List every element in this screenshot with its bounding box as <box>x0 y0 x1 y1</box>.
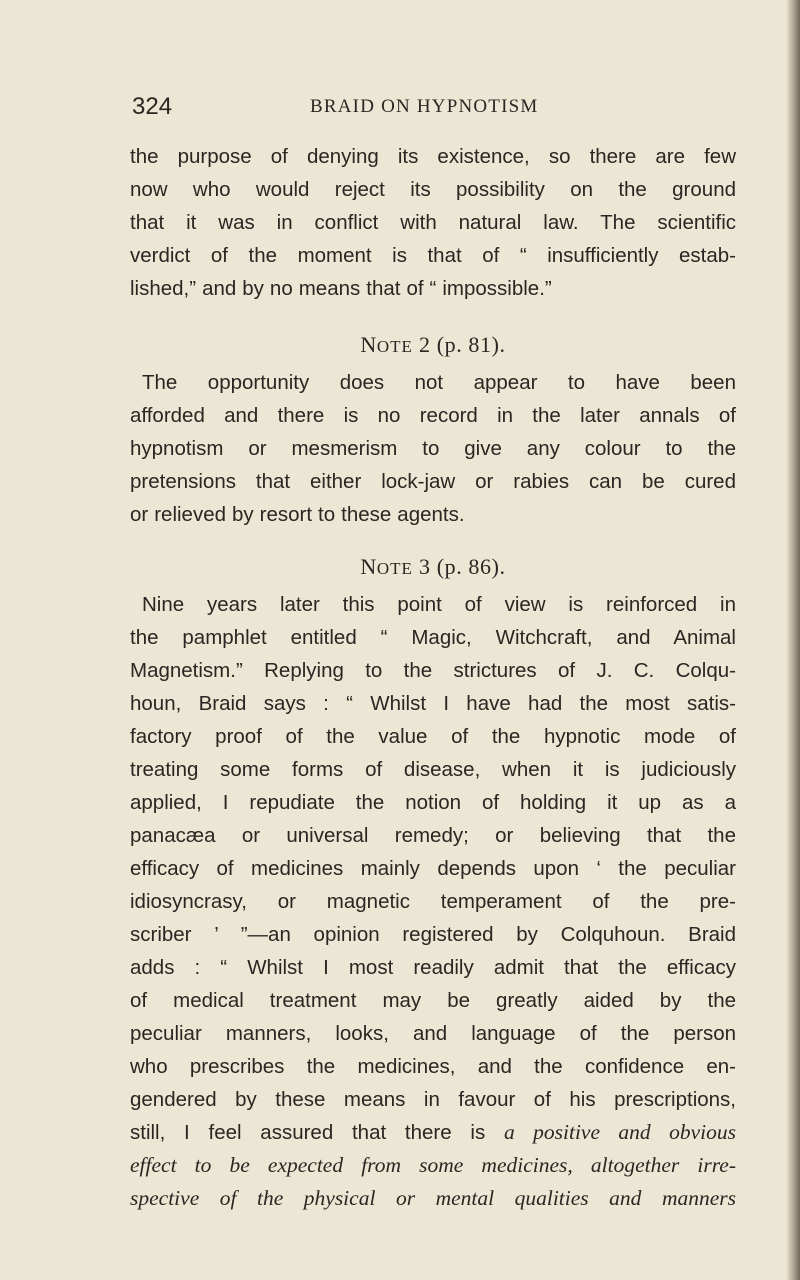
text-line-italic <box>130 1149 736 1182</box>
text-line: panacæa or universal remedy; or believing that the <box>130 824 736 847</box>
text-line: peculiar manners, looks, and language of the person <box>130 1022 736 1045</box>
text-line: efficacy of medicines mainly depends upon ‘ the peculiar <box>130 857 736 880</box>
text-line: gendered by these means in favour of his prescriptions, <box>130 1088 736 1111</box>
text-line: idiosyncrasy, or magnetic temperament of the pre- <box>130 890 736 913</box>
text-line: Nine years later this point of view is reinforced in <box>142 593 736 616</box>
note-3-paragraph <box>130 588 736 1215</box>
text-line: adds : “ Whilst I most readily admit that the efficacy <box>130 956 736 979</box>
running-head: BRAID ON HYPNOTISM <box>310 96 539 117</box>
text-line: pretensions that either lock-jaw or rabies can be cured <box>130 470 736 493</box>
text-line: hypnotism or mesmerism to give any colour to the <box>130 437 736 460</box>
paragraph-continuation <box>130 140 736 305</box>
text-line: the pamphlet entitled “ Magic, Witchcraft, and Animal <box>130 626 736 649</box>
note-heading: NOTE 2 (p. 81). <box>360 332 506 357</box>
italic-text: effect to be expected from some medicines, altogether irre- <box>130 1153 736 1177</box>
text-line: factory proof of the value of the hypnotic mode of <box>130 725 736 748</box>
text-line: who prescribes the medicines, and the confidence en- <box>130 1055 736 1078</box>
text-line: afforded and there is no record in the later annals of <box>130 404 736 427</box>
text-line: houn, Braid says : “ Whilst I have had the most satis- <box>130 692 736 715</box>
page-header <box>132 92 732 126</box>
text-line: the purpose of denying its existence, so there are few <box>130 145 736 168</box>
italic-text: a positive and obvious <box>503 1120 736 1144</box>
page-edge-shadow <box>786 0 800 1280</box>
text-line: lished,” and by no means that of “ impossible.” <box>130 277 552 300</box>
text-line-mixed: still, I feel assured that there is a positive and obvious <box>130 1120 736 1144</box>
text-line: applied, I repudiate the notion of holding it up as a <box>130 791 736 814</box>
note-2-paragraph <box>130 366 736 531</box>
text-line: of medical treatment may be greatly aided by the <box>130 989 736 1012</box>
text-line: treating some forms of disease, when it is judiciously <box>130 758 736 781</box>
text-line: scriber ’ ”—an opinion registered by Colquhoun. Braid <box>130 923 736 946</box>
note-heading: NOTE 3 (p. 86). <box>360 554 506 579</box>
text-line-italic <box>130 1182 736 1215</box>
italic-text: spective of the physical or mental qualities and manners <box>130 1186 736 1210</box>
text-line: that it was in conflict with natural law. The scientific <box>130 211 736 234</box>
text-line: or relieved by resort to these agents. <box>130 503 465 526</box>
text-line: Magnetism.” Replying to the strictures of J. C. Colqu- <box>130 659 736 682</box>
page-number: 324 <box>132 93 173 120</box>
text-line: verdict of the moment is that of “ insufficiently estab- <box>130 244 736 267</box>
text-line: now who would reject its possibility on the ground <box>130 178 736 201</box>
text-line: The opportunity does not appear to have been <box>142 371 736 394</box>
